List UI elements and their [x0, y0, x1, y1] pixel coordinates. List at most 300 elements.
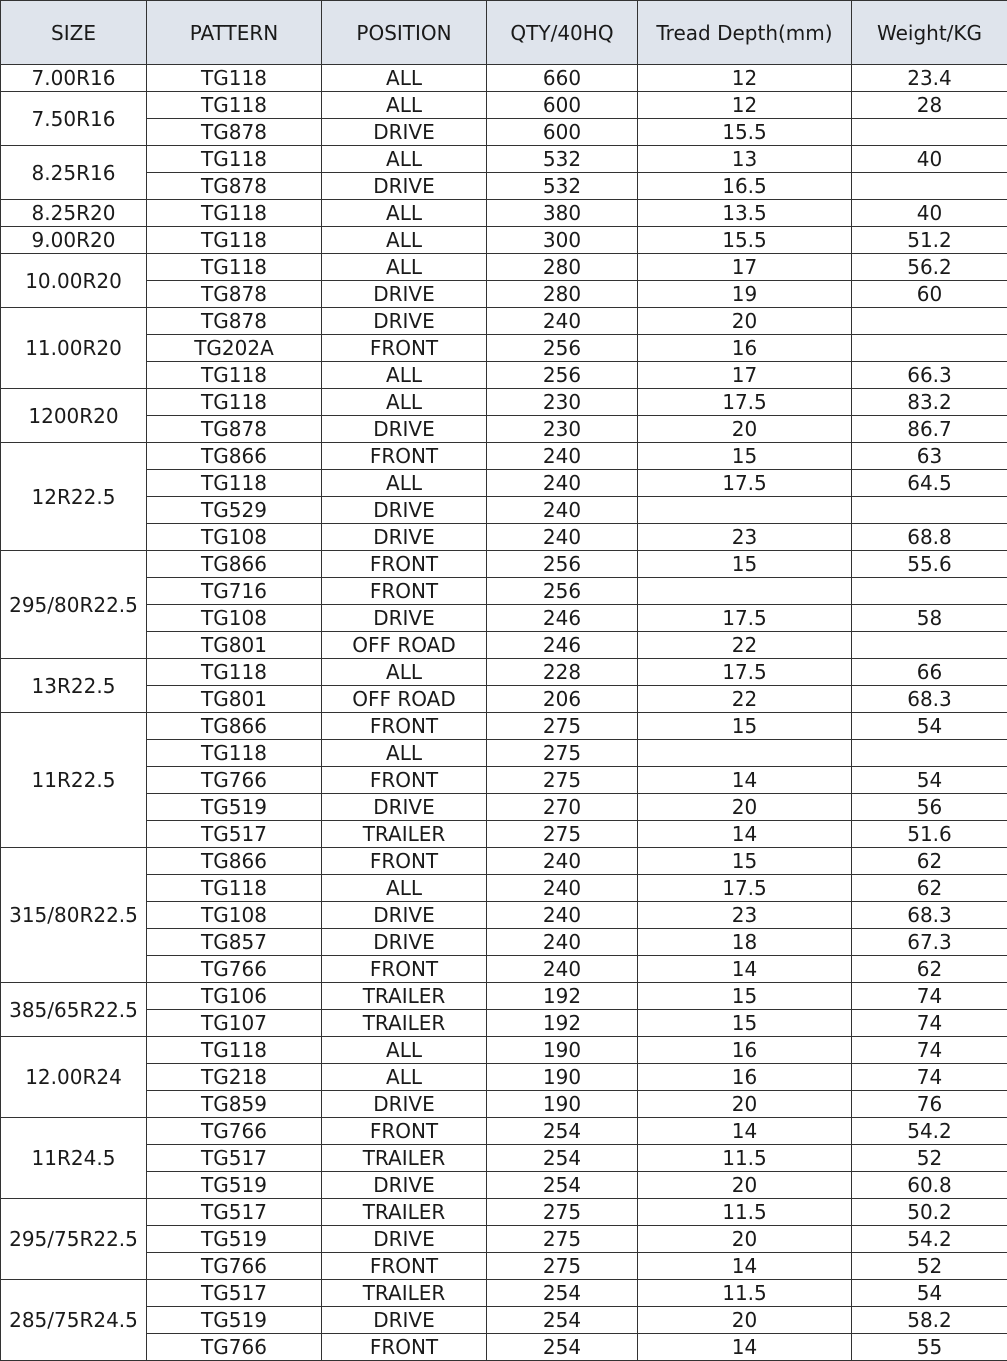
- pattern-cell: TG108: [147, 605, 322, 632]
- tread-cell: 13.5: [638, 200, 852, 227]
- table-row: [1, 335, 1007, 362]
- table-row: [1, 1199, 1007, 1226]
- size-cell: 315/80R22.5: [1, 848, 147, 983]
- weight-cell: 83.2: [852, 389, 1007, 416]
- pattern-cell: TG866: [147, 551, 322, 578]
- size-cell: 11.00R20: [1, 308, 147, 389]
- pattern-cell: TG801: [147, 632, 322, 659]
- pattern-cell: TG878: [147, 308, 322, 335]
- position-cell: FRONT: [322, 1253, 487, 1280]
- table-row: [1, 497, 1007, 524]
- qty-cell: 600: [487, 92, 638, 119]
- qty-cell: 246: [487, 632, 638, 659]
- pattern-cell: TG118: [147, 470, 322, 497]
- tread-cell: 20: [638, 1091, 852, 1118]
- qty-cell: 532: [487, 173, 638, 200]
- weight-cell: 58: [852, 605, 1007, 632]
- tread-cell: 16: [638, 1037, 852, 1064]
- weight-cell: 74: [852, 983, 1007, 1010]
- pattern-cell: TG766: [147, 1118, 322, 1145]
- position-cell: DRIVE: [322, 794, 487, 821]
- tread-cell: 13: [638, 146, 852, 173]
- pattern-cell: TG118: [147, 389, 322, 416]
- weight-cell: 55: [852, 1334, 1007, 1361]
- table-row: [1, 200, 1007, 227]
- pattern-cell: TG517: [147, 1199, 322, 1226]
- pattern-cell: TG519: [147, 1226, 322, 1253]
- table-row: [1, 119, 1007, 146]
- qty-cell: 230: [487, 389, 638, 416]
- qty-cell: 275: [487, 713, 638, 740]
- tread-cell: 20: [638, 1307, 852, 1334]
- table-row: [1, 254, 1007, 281]
- qty-cell: 246: [487, 605, 638, 632]
- pattern-cell: TG766: [147, 956, 322, 983]
- position-cell: FRONT: [322, 848, 487, 875]
- weight-cell: 66: [852, 659, 1007, 686]
- qty-cell: 206: [487, 686, 638, 713]
- table-row: [1, 983, 1007, 1010]
- pattern-cell: TG118: [147, 92, 322, 119]
- qty-cell: 254: [487, 1280, 638, 1307]
- pattern-cell: TG866: [147, 848, 322, 875]
- weight-cell: 64.5: [852, 470, 1007, 497]
- size-cell: 11R24.5: [1, 1118, 147, 1199]
- table-row: [1, 605, 1007, 632]
- table-row: [1, 740, 1007, 767]
- table-row: [1, 821, 1007, 848]
- position-cell: OFF ROAD: [322, 686, 487, 713]
- header-size: SIZE: [1, 1, 147, 65]
- weight-cell: 74: [852, 1010, 1007, 1037]
- table-row: [1, 659, 1007, 686]
- weight-cell: 56: [852, 794, 1007, 821]
- pattern-cell: TG801: [147, 686, 322, 713]
- table-row: [1, 524, 1007, 551]
- tread-cell: 15: [638, 443, 852, 470]
- weight-cell: [852, 119, 1007, 146]
- qty-cell: 190: [487, 1091, 638, 1118]
- position-cell: FRONT: [322, 335, 487, 362]
- tread-cell: 15: [638, 1010, 852, 1037]
- pattern-cell: TG519: [147, 1307, 322, 1334]
- table-row: [1, 1280, 1007, 1307]
- table-row: [1, 92, 1007, 119]
- position-cell: DRIVE: [322, 1172, 487, 1199]
- size-cell: 11R22.5: [1, 713, 147, 848]
- weight-cell: [852, 497, 1007, 524]
- pattern-cell: TG529: [147, 497, 322, 524]
- weight-cell: 54.2: [852, 1118, 1007, 1145]
- tread-cell: 17.5: [638, 605, 852, 632]
- position-cell: TRAILER: [322, 983, 487, 1010]
- position-cell: ALL: [322, 875, 487, 902]
- qty-cell: 256: [487, 362, 638, 389]
- qty-cell: 256: [487, 578, 638, 605]
- weight-cell: 66.3: [852, 362, 1007, 389]
- table-row: [1, 767, 1007, 794]
- table-row: [1, 443, 1007, 470]
- pattern-cell: TG878: [147, 119, 322, 146]
- weight-cell: 51.6: [852, 821, 1007, 848]
- position-cell: FRONT: [322, 713, 487, 740]
- position-cell: FRONT: [322, 551, 487, 578]
- size-cell: 12R22.5: [1, 443, 147, 551]
- pattern-cell: TG118: [147, 65, 322, 92]
- weight-cell: 54: [852, 767, 1007, 794]
- table-row: [1, 1037, 1007, 1064]
- weight-cell: 50.2: [852, 1199, 1007, 1226]
- qty-cell: 240: [487, 848, 638, 875]
- weight-cell: 58.2: [852, 1307, 1007, 1334]
- position-cell: FRONT: [322, 578, 487, 605]
- tread-cell: 23: [638, 524, 852, 551]
- header-pattern: PATTERN: [147, 1, 322, 65]
- position-cell: DRIVE: [322, 605, 487, 632]
- position-cell: DRIVE: [322, 281, 487, 308]
- table-row: [1, 1091, 1007, 1118]
- weight-cell: 54.2: [852, 1226, 1007, 1253]
- position-cell: DRIVE: [322, 929, 487, 956]
- qty-cell: 254: [487, 1118, 638, 1145]
- size-cell: 10.00R20: [1, 254, 147, 308]
- qty-cell: 240: [487, 875, 638, 902]
- position-cell: FRONT: [322, 767, 487, 794]
- table-row: [1, 416, 1007, 443]
- qty-cell: 240: [487, 524, 638, 551]
- tread-cell: 15.5: [638, 119, 852, 146]
- table-row: [1, 1010, 1007, 1037]
- pattern-cell: TG118: [147, 659, 322, 686]
- pattern-cell: TG118: [147, 875, 322, 902]
- position-cell: FRONT: [322, 956, 487, 983]
- table-row: [1, 227, 1007, 254]
- size-cell: 7.00R16: [1, 65, 147, 92]
- size-cell: 285/75R24.5: [1, 1280, 147, 1361]
- header-tread-depth: Tread Depth(mm): [638, 1, 852, 65]
- weight-cell: 56.2: [852, 254, 1007, 281]
- position-cell: ALL: [322, 659, 487, 686]
- table-row: [1, 308, 1007, 335]
- weight-cell: [852, 740, 1007, 767]
- size-cell: 12.00R24: [1, 1037, 147, 1118]
- pattern-cell: TG878: [147, 416, 322, 443]
- position-cell: ALL: [322, 227, 487, 254]
- tread-cell: 18: [638, 929, 852, 956]
- size-cell: 8.25R20: [1, 200, 147, 227]
- tread-cell: 14: [638, 767, 852, 794]
- weight-cell: 54: [852, 713, 1007, 740]
- weight-cell: 68.3: [852, 902, 1007, 929]
- table-row: [1, 956, 1007, 983]
- weight-cell: 60.8: [852, 1172, 1007, 1199]
- tread-cell: 20: [638, 416, 852, 443]
- weight-cell: 60: [852, 281, 1007, 308]
- tread-cell: 19: [638, 281, 852, 308]
- size-cell: 9.00R20: [1, 227, 147, 254]
- table-row: [1, 875, 1007, 902]
- tread-cell: 20: [638, 794, 852, 821]
- weight-cell: [852, 335, 1007, 362]
- tread-cell: 12: [638, 65, 852, 92]
- position-cell: ALL: [322, 92, 487, 119]
- qty-cell: 275: [487, 821, 638, 848]
- qty-cell: 230: [487, 416, 638, 443]
- weight-cell: 74: [852, 1037, 1007, 1064]
- weight-cell: 68.3: [852, 686, 1007, 713]
- pattern-cell: TG766: [147, 767, 322, 794]
- qty-cell: 280: [487, 281, 638, 308]
- qty-cell: 532: [487, 146, 638, 173]
- tread-cell: [638, 578, 852, 605]
- table-row: [1, 578, 1007, 605]
- table-row: [1, 1118, 1007, 1145]
- weight-cell: 62: [852, 875, 1007, 902]
- pattern-cell: TG118: [147, 740, 322, 767]
- tread-cell: 14: [638, 821, 852, 848]
- pattern-cell: TG202A: [147, 335, 322, 362]
- qty-cell: 240: [487, 497, 638, 524]
- size-cell: 7.50R16: [1, 92, 147, 146]
- position-cell: ALL: [322, 1037, 487, 1064]
- qty-cell: 228: [487, 659, 638, 686]
- qty-cell: 240: [487, 956, 638, 983]
- position-cell: ALL: [322, 389, 487, 416]
- table-row: [1, 173, 1007, 200]
- tread-cell: 11.5: [638, 1280, 852, 1307]
- position-cell: OFF ROAD: [322, 632, 487, 659]
- pattern-cell: TG118: [147, 227, 322, 254]
- qty-cell: 254: [487, 1145, 638, 1172]
- pattern-cell: TG108: [147, 524, 322, 551]
- table-body: [1, 65, 1007, 1361]
- position-cell: DRIVE: [322, 1091, 487, 1118]
- tread-cell: 20: [638, 1226, 852, 1253]
- qty-cell: 254: [487, 1334, 638, 1361]
- qty-cell: 240: [487, 470, 638, 497]
- qty-cell: 660: [487, 65, 638, 92]
- table-row: [1, 362, 1007, 389]
- tread-cell: 17.5: [638, 875, 852, 902]
- tread-cell: 15: [638, 551, 852, 578]
- tread-cell: 15: [638, 848, 852, 875]
- table-row: [1, 1307, 1007, 1334]
- pattern-cell: TG878: [147, 173, 322, 200]
- qty-cell: 275: [487, 1199, 638, 1226]
- pattern-cell: TG857: [147, 929, 322, 956]
- size-cell: 295/75R22.5: [1, 1199, 147, 1280]
- pattern-cell: TG118: [147, 362, 322, 389]
- qty-cell: 240: [487, 308, 638, 335]
- pattern-cell: TG107: [147, 1010, 322, 1037]
- weight-cell: 62: [852, 848, 1007, 875]
- table-row: [1, 632, 1007, 659]
- position-cell: FRONT: [322, 1118, 487, 1145]
- weight-cell: 54: [852, 1280, 1007, 1307]
- tread-cell: 15: [638, 983, 852, 1010]
- qty-cell: 192: [487, 983, 638, 1010]
- tread-cell: 17: [638, 254, 852, 281]
- position-cell: DRIVE: [322, 902, 487, 929]
- table-row: [1, 686, 1007, 713]
- tread-cell: 11.5: [638, 1199, 852, 1226]
- table-header: [1, 1, 1007, 65]
- pattern-cell: TG519: [147, 794, 322, 821]
- position-cell: DRIVE: [322, 173, 487, 200]
- table-row: [1, 1145, 1007, 1172]
- header-row: [1, 1, 1007, 65]
- tread-cell: 17.5: [638, 470, 852, 497]
- position-cell: TRAILER: [322, 1280, 487, 1307]
- qty-cell: 380: [487, 200, 638, 227]
- size-cell: 385/65R22.5: [1, 983, 147, 1037]
- pattern-cell: TG118: [147, 146, 322, 173]
- weight-cell: 23.4: [852, 65, 1007, 92]
- position-cell: ALL: [322, 362, 487, 389]
- table-row: [1, 470, 1007, 497]
- qty-cell: 240: [487, 443, 638, 470]
- position-cell: FRONT: [322, 443, 487, 470]
- header-qty: QTY/40HQ: [487, 1, 638, 65]
- weight-cell: 76: [852, 1091, 1007, 1118]
- table-row: [1, 1253, 1007, 1280]
- weight-cell: 62: [852, 956, 1007, 983]
- position-cell: DRIVE: [322, 416, 487, 443]
- weight-cell: 52: [852, 1145, 1007, 1172]
- pattern-cell: TG878: [147, 281, 322, 308]
- table-row: [1, 146, 1007, 173]
- table-row: [1, 713, 1007, 740]
- weight-cell: 68.8: [852, 524, 1007, 551]
- pattern-cell: TG517: [147, 821, 322, 848]
- size-cell: 1200R20: [1, 389, 147, 443]
- tread-cell: [638, 740, 852, 767]
- weight-cell: [852, 173, 1007, 200]
- tread-cell: [638, 497, 852, 524]
- qty-cell: 275: [487, 740, 638, 767]
- tread-cell: 14: [638, 1334, 852, 1361]
- qty-cell: 256: [487, 551, 638, 578]
- tread-cell: 20: [638, 1172, 852, 1199]
- size-cell: 8.25R16: [1, 146, 147, 200]
- weight-cell: 67.3: [852, 929, 1007, 956]
- table-row: [1, 929, 1007, 956]
- qty-cell: 280: [487, 254, 638, 281]
- tread-cell: 22: [638, 686, 852, 713]
- tread-cell: 14: [638, 1253, 852, 1280]
- header-weight: Weight/KG: [852, 1, 1007, 65]
- tread-cell: 17.5: [638, 659, 852, 686]
- position-cell: ALL: [322, 65, 487, 92]
- qty-cell: 240: [487, 902, 638, 929]
- table-row: [1, 551, 1007, 578]
- pattern-cell: TG118: [147, 254, 322, 281]
- pattern-cell: TG106: [147, 983, 322, 1010]
- table-row: [1, 1334, 1007, 1361]
- tread-cell: 20: [638, 308, 852, 335]
- qty-cell: 300: [487, 227, 638, 254]
- pattern-cell: TG517: [147, 1280, 322, 1307]
- tread-cell: 17: [638, 362, 852, 389]
- table-row: [1, 848, 1007, 875]
- pattern-cell: TG118: [147, 1037, 322, 1064]
- position-cell: DRIVE: [322, 308, 487, 335]
- tread-cell: 14: [638, 956, 852, 983]
- tread-cell: 14: [638, 1118, 852, 1145]
- qty-cell: 600: [487, 119, 638, 146]
- position-cell: DRIVE: [322, 1226, 487, 1253]
- position-cell: ALL: [322, 254, 487, 281]
- weight-cell: [852, 308, 1007, 335]
- table-row: [1, 1226, 1007, 1253]
- position-cell: ALL: [322, 146, 487, 173]
- weight-cell: 51.2: [852, 227, 1007, 254]
- weight-cell: 40: [852, 146, 1007, 173]
- pattern-cell: TG859: [147, 1091, 322, 1118]
- table-row: [1, 281, 1007, 308]
- qty-cell: 192: [487, 1010, 638, 1037]
- pattern-cell: TG108: [147, 902, 322, 929]
- position-cell: DRIVE: [322, 1307, 487, 1334]
- qty-cell: 275: [487, 767, 638, 794]
- qty-cell: 240: [487, 929, 638, 956]
- tread-cell: 16: [638, 335, 852, 362]
- weight-cell: 74: [852, 1064, 1007, 1091]
- qty-cell: 254: [487, 1307, 638, 1334]
- position-cell: ALL: [322, 1064, 487, 1091]
- table-row: [1, 902, 1007, 929]
- weight-cell: 40: [852, 200, 1007, 227]
- weight-cell: 86.7: [852, 416, 1007, 443]
- tread-cell: 22: [638, 632, 852, 659]
- weight-cell: 28: [852, 92, 1007, 119]
- size-cell: 13R22.5: [1, 659, 147, 713]
- position-cell: ALL: [322, 470, 487, 497]
- position-cell: TRAILER: [322, 821, 487, 848]
- tread-cell: 11.5: [638, 1145, 852, 1172]
- position-cell: DRIVE: [322, 497, 487, 524]
- table-row: [1, 389, 1007, 416]
- weight-cell: [852, 632, 1007, 659]
- position-cell: ALL: [322, 740, 487, 767]
- size-cell: 295/80R22.5: [1, 551, 147, 659]
- qty-cell: 275: [487, 1226, 638, 1253]
- weight-cell: 63: [852, 443, 1007, 470]
- tread-cell: 15: [638, 713, 852, 740]
- qty-cell: 275: [487, 1253, 638, 1280]
- qty-cell: 254: [487, 1172, 638, 1199]
- tread-cell: 12: [638, 92, 852, 119]
- pattern-cell: TG517: [147, 1145, 322, 1172]
- position-cell: TRAILER: [322, 1199, 487, 1226]
- pattern-cell: TG866: [147, 713, 322, 740]
- qty-cell: 256: [487, 335, 638, 362]
- pattern-cell: TG118: [147, 200, 322, 227]
- position-cell: DRIVE: [322, 119, 487, 146]
- weight-cell: 55.6: [852, 551, 1007, 578]
- table-row: [1, 65, 1007, 92]
- pattern-cell: TG716: [147, 578, 322, 605]
- table-row: [1, 794, 1007, 821]
- pattern-cell: TG766: [147, 1334, 322, 1361]
- position-cell: FRONT: [322, 1334, 487, 1361]
- position-cell: DRIVE: [322, 524, 487, 551]
- pattern-cell: TG218: [147, 1064, 322, 1091]
- qty-cell: 190: [487, 1037, 638, 1064]
- weight-cell: [852, 578, 1007, 605]
- table-row: [1, 1172, 1007, 1199]
- pattern-cell: TG766: [147, 1253, 322, 1280]
